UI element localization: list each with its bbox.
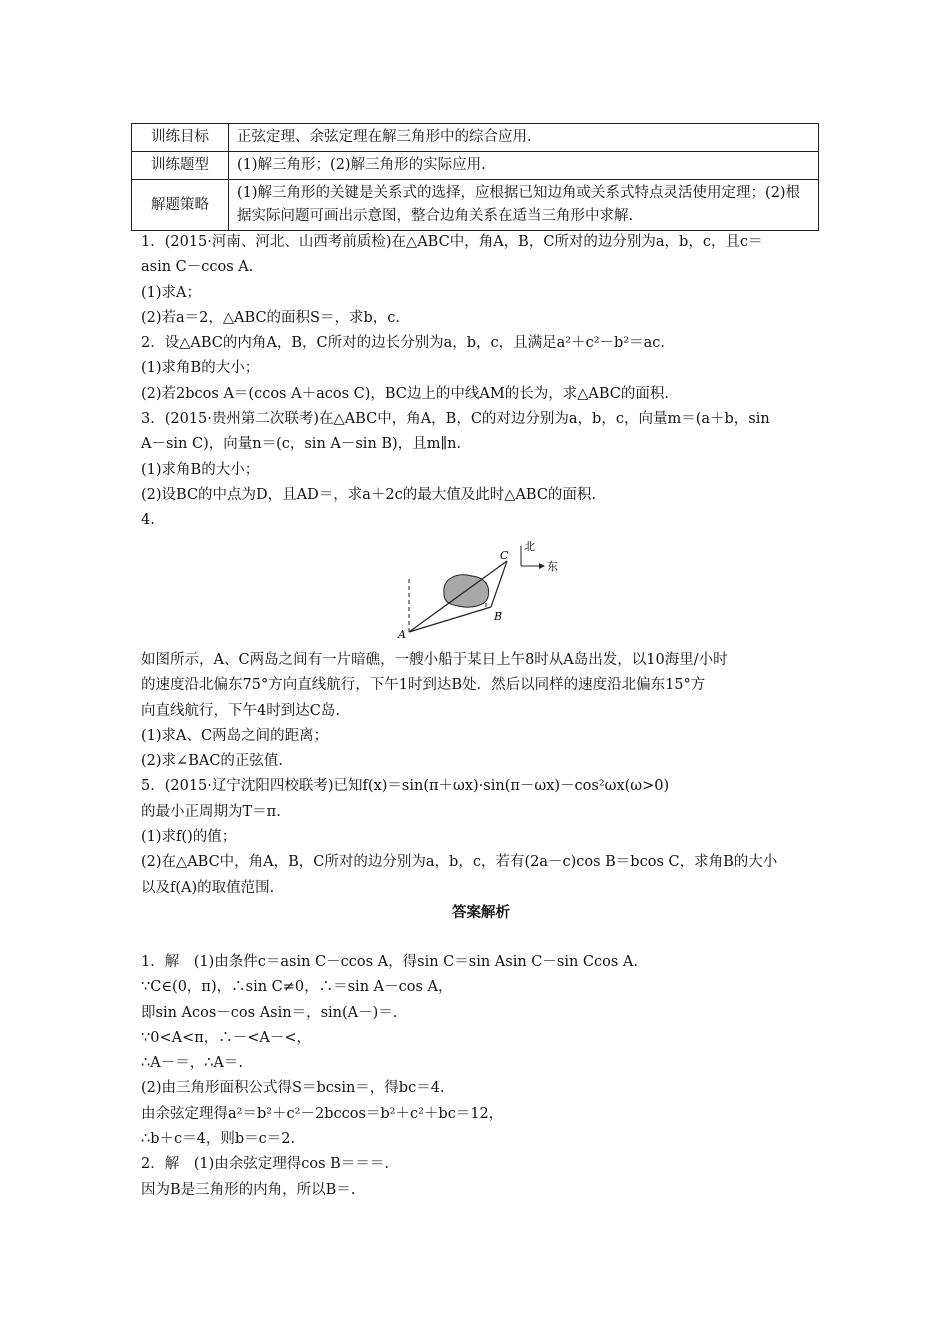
table-key: 训练目标 xyxy=(132,124,229,152)
text-line: 如图所示，A、C两岛之间有一片暗礁，一艘小船于某日上午8时从A岛出发，以10海里/小时 xyxy=(141,652,728,668)
text-line: (1)求A、C两岛之间的距离； xyxy=(141,727,329,744)
table-value: (1)解三角形；(2)解三角形的实际应用. xyxy=(229,152,819,180)
table-value: (1)解三角形的关键是关系式的选择，应根据已知边角或关系式特点灵活使用定理；(2)根据实际问题可画出示意图，整合边角关系在适当三角形中求解. xyxy=(229,180,819,231)
text-line: 4. xyxy=(141,512,155,529)
text-line: 因为B是三角形的内角，所以B＝. xyxy=(141,1181,356,1198)
text-line: (2)求∠BAC的正弦值. xyxy=(141,753,284,770)
table-key: 训练题型 xyxy=(132,152,229,180)
text-line: 即sin Acos－cos Asin＝，sin(A－)＝. xyxy=(141,1004,398,1021)
answer-heading: 答案解析 xyxy=(452,905,510,921)
text-line: 3．(2015·贵州第二次联考)在△ABC中，角A，B，C的对边分别为a，b，c，向量m＝(a＋b，sin xyxy=(141,411,770,428)
segment-ac xyxy=(409,561,507,632)
point-a-label: A xyxy=(398,628,406,641)
text-line: 5．(2015·辽宁沈阳四校联考)已知f(x)＝sin(π＋ωx)·sin(π－ωx)－cos²ωx(ω>0) xyxy=(141,778,670,795)
text-line: ∵0<A<π，∴－<A－<， xyxy=(141,1029,312,1046)
island-route-figure xyxy=(396,534,566,644)
text-line: 的最小正周期为T＝π. xyxy=(141,803,281,820)
text-line: 以及f(A)的取值范围. xyxy=(141,879,275,896)
text-line: (1)求角B的大小； xyxy=(141,360,260,377)
text-line: asin C－ccos A. xyxy=(141,259,254,276)
table-row xyxy=(132,180,819,231)
table-row xyxy=(132,124,819,152)
east-label: 东 xyxy=(547,560,558,573)
problems-top xyxy=(141,230,821,534)
text-line: 2．解 (1)由余弦定理得cos B＝＝＝. xyxy=(141,1156,389,1173)
text-line: (1)求A； xyxy=(141,284,202,301)
text-line: (2)由三角形面积公式得S＝bcsin＝，得bc＝4. xyxy=(141,1080,445,1097)
east-arrowhead-icon xyxy=(539,563,545,569)
text-line: ∴b＋c＝4，则b＝c＝2. xyxy=(141,1131,296,1148)
text-line: (2)若a＝2，△ABC的面积S＝，求b，c. xyxy=(141,309,400,326)
table-row xyxy=(132,152,819,180)
text-line: 1．解 (1)由条件c＝asin C－ccos A，得sin C＝sin Asin C－sin Ccos A. xyxy=(141,954,638,970)
text-line: (2)设BC的中点为D，且AD＝，求a＋2c的最大值及此时△ABC的面积. xyxy=(141,486,597,503)
table-value: 正弦定理、余弦定理在解三角形中的综合应用. xyxy=(229,124,819,152)
problems-bottom xyxy=(141,648,821,901)
text-line: 的速度沿北偏东75°方向直线航行，下午1时到达B处．然后以同样的速度沿北偏东15°方 xyxy=(141,677,706,694)
text-line: (2)若2bcos A＝(ccos A＋acos C)，BC边上的中线AM的长为，求△ABC的面积. xyxy=(141,385,669,402)
text-line: 由余弦定理得a²＝b²＋c²－2bccos＝b²＋c²＋bc＝12， xyxy=(141,1105,504,1122)
text-line: 向直线航行，下午4时到达C岛. xyxy=(141,702,340,719)
answers xyxy=(141,950,821,1203)
text-line: ∴A－＝，∴A＝. xyxy=(141,1055,244,1072)
text-line: (2)在△ABC中，角A，B，C所对的边分别为a，b，c，若有(2a－c)cos B＝bcos C，求角B的大小 xyxy=(141,854,778,871)
text-line: (1)求角B的大小； xyxy=(141,461,260,478)
text-line: (1)求f()的值； xyxy=(141,829,237,846)
point-b-label: B xyxy=(494,610,503,623)
north-label: 北 xyxy=(524,540,535,553)
text-line: A－sin C)，向量n＝(c，sin A－sin B)，且m∥n. xyxy=(141,436,462,453)
training-info-table xyxy=(131,123,819,231)
text-line: 1．(2015·河南、河北、山西考前质检)在△ABC中，角A，B，C所对的边分别为a，b，c，且c＝ xyxy=(141,234,763,250)
segment-ab xyxy=(409,607,491,632)
text-line: ∵C∈(0，π)，∴sin C≠0，∴＝sin A－cos A， xyxy=(141,979,453,996)
point-c-label: C xyxy=(500,549,509,562)
table-key: 解题策略 xyxy=(132,180,229,231)
segment-bc xyxy=(491,561,507,607)
text-line: 2．设△ABC的内角A，B，C所对的边长分别为a，b，c，且满足a²＋c²－b²＝ac. xyxy=(141,335,665,352)
